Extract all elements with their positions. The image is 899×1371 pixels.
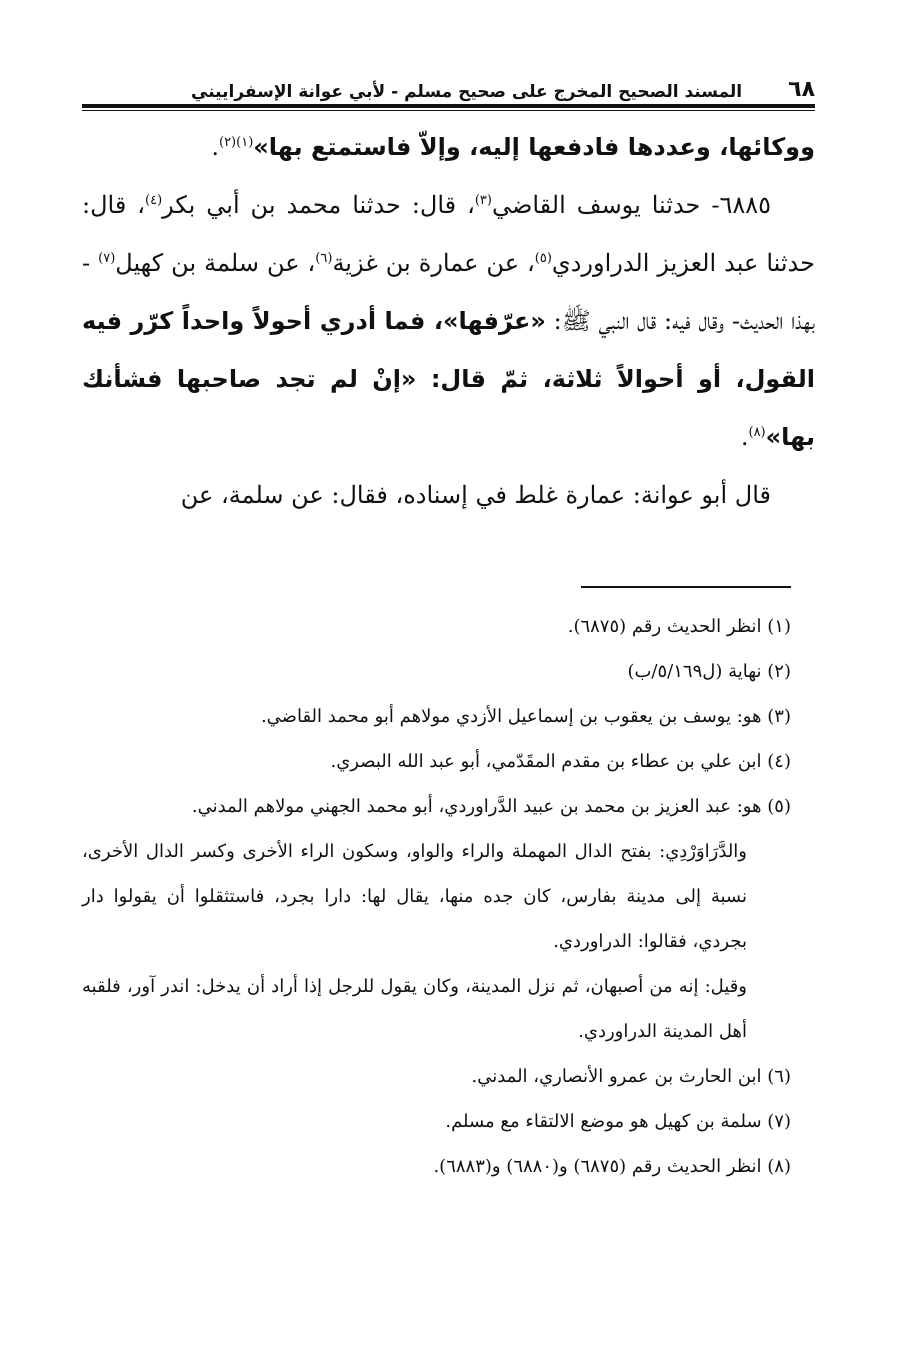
footnote-ref-3: (٣) xyxy=(474,193,492,208)
footnote-5-continuation-1: والدَّرَاوَرْدِي: بفتح الدال المهملة والراء والواو، وسكون الراء الأخرى وكسر الدال الأخرى، نسبة إلى مدينة بفارس، كان جده منها، يقال لها: دارا بجرد، فاستثقلوا أن يقولوا دار بجردي، فقالوا: الدراوردي. xyxy=(82,841,747,952)
p2-part2: ، قال: حدثنا محمد بن أبي بكر xyxy=(162,191,475,219)
footnotes xyxy=(82,604,791,1189)
p2-part4: ، عن عمارة بن غزية xyxy=(332,249,535,277)
header-rule xyxy=(82,104,815,108)
footnote-ref-6: (٦) xyxy=(315,251,333,266)
footnote-4: (٤) ابن علي بن عطاء بن مقدم المقَدّمي، أبو عبد الله البصري. xyxy=(330,751,791,772)
footnote-8: (٨) انظر الحديث رقم (٦٨٧٥) و(٦٨٨٠) و(٦٨٨٣). xyxy=(433,1156,791,1177)
footnote-separator xyxy=(581,586,791,588)
p2-part5: ، عن سلمة بن كهيل xyxy=(115,249,316,277)
paragraph-1-end: . xyxy=(211,133,219,161)
footnote-ref-1: (١) xyxy=(236,135,254,150)
footnote-ref-5: (٥) xyxy=(534,251,552,266)
footnote-6: (٦) ابن الحارث بن عمرو الأنصاري، المدني. xyxy=(471,1066,791,1087)
p2-part3: ، قال: حدثنا عبد العزيز الدراوردي xyxy=(82,191,815,277)
footnote-2: (٢) نهاية (ل٥/١٦٩/ب) xyxy=(627,661,791,682)
paragraph-2-end: . xyxy=(740,423,749,451)
footnote-5-continuation-2: وقيل: إنه من أصبهان، ثم نزل المدينة، وكان يقول للرجل إذا أراد أن يدخل: اندر آور، فلقبه أهل المدينة الدراوردي. xyxy=(82,976,747,1042)
footnote-7: (٧) سلمة بن كهيل هو موضع الالتقاء مع مسلم. xyxy=(445,1111,791,1132)
main-text xyxy=(82,118,815,524)
paragraph-1 xyxy=(82,118,815,176)
p2-part1: ٦٨٨٥- حدثنا يوسف القاضي xyxy=(491,191,771,219)
footnote-ref-4: (٤) xyxy=(145,193,163,208)
prophet-quote: «عرّفها»، فما أدري أحولاً واحداً كرّر فيه القول، أو أحوالاً ثلاثة، ثمّ قال: «إنْ لم تجد صاحبها فشأنك بها» xyxy=(82,307,815,451)
footnote-ref-7: (٧) xyxy=(98,251,116,266)
footnote-5: (٥) هو: عبد العزيز بن محمد بن عبيد الدَّراوردي، أبو محمد الجهني مولاهم المدني. xyxy=(191,796,791,817)
p2-part6: - بهذا الحديث- وقال فيه: قال النبي ﷺ: xyxy=(82,249,815,335)
footnote-1: (١) انظر الحديث رقم (٦٨٧٥). xyxy=(567,616,791,637)
running-title: المسند الصحيح المخرج على صحيح مسلم - لأبي عوانة الإسفراييني xyxy=(191,82,743,102)
footnote-ref-2: (٢) xyxy=(218,135,237,150)
footnote-ref-8: (٨) xyxy=(748,425,766,440)
page-header xyxy=(84,68,815,102)
paragraph-2 xyxy=(82,176,815,466)
hadith-continuation: ووكائها، وعددها فادفعها إليه، وإلاّ فاستمتع بها» xyxy=(253,133,815,161)
paragraph-3: قال أبو عوانة: عمارة غلط في إسناده، فقال: عن سلمة، عن xyxy=(180,481,771,509)
footnote-3: (٣) هو: يوسف بن يعقوب بن إسماعيل الأزدي مولاهم أبو محمد القاضي. xyxy=(260,706,791,727)
page-number: ٦٨ xyxy=(788,77,815,102)
